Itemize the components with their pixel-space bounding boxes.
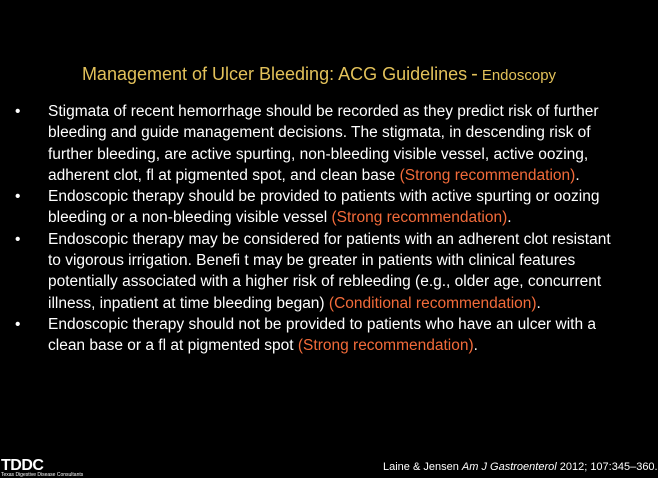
bullet-end: . (575, 166, 580, 184)
recommendation-strength: (Strong recommendation) (331, 209, 508, 227)
bullet-list (15, 101, 620, 357)
recommendation-strength: (Strong recommendation) (399, 166, 576, 184)
bullet-text: Stigmata of recent hemorrhage should be recorded as they predict risk of further bleeding and guide management decisions. The stigmata, in descending risk of further bleeding, are active spurting, non-bleeding visible vessel, active oozing, adherent clot, fl at pigmented spot, and clean base (48, 103, 599, 184)
bullet-end: . (473, 337, 478, 355)
citation-details: 2012; 107:345–360. (559, 461, 658, 473)
tddc-logo (0, 458, 94, 478)
bullet-item (15, 101, 620, 186)
logo-mark: TDDC (1, 457, 44, 474)
bullet-icon: • (15, 315, 21, 333)
bullet-icon: • (15, 230, 21, 248)
title-subtitle: Endoscopy (481, 67, 557, 84)
bullet-end: . (536, 294, 541, 312)
title-separator: - (471, 63, 478, 85)
citation-journal: Am J Gastroenterol (461, 461, 557, 473)
citation (383, 461, 658, 474)
bullet-text: Endoscopic therapy should be provided to patients with active spurting or oozing bleeding or a non-bleeding visible vessel (48, 188, 600, 227)
recommendation-strength: (Conditional recommendation) (328, 294, 537, 312)
bullet-item (15, 229, 620, 314)
bullet-end: . (507, 209, 512, 227)
bullet-item (15, 314, 620, 357)
bullet-icon: • (15, 103, 21, 120)
logo-tagline: Texas Digestive Disease Consultants (1, 472, 84, 478)
title-main: Management of Ulcer Bleeding: ACG Guidelines (81, 64, 468, 84)
citation-authors: Laine & Jensen (383, 461, 459, 473)
recommendation-strength: (Strong recommendation) (297, 337, 474, 355)
bullet-icon: • (15, 188, 21, 206)
bullet-text: Endoscopic therapy should not be provided to patients who have an ulcer with a clean base or a fl at pigmented spot (48, 315, 597, 355)
slide-title (0, 63, 638, 87)
bullet-text: Endoscopic therapy may be considered for patients with an adherent clot resistant to vigorous irrigation. Benefi t may be greater in patients with clinical features potentially associated with a higher risk of rebleeding (e.g., older age, concurrent illness, inpatient at time bleeding began) (48, 230, 611, 312)
bullet-item (15, 186, 620, 229)
